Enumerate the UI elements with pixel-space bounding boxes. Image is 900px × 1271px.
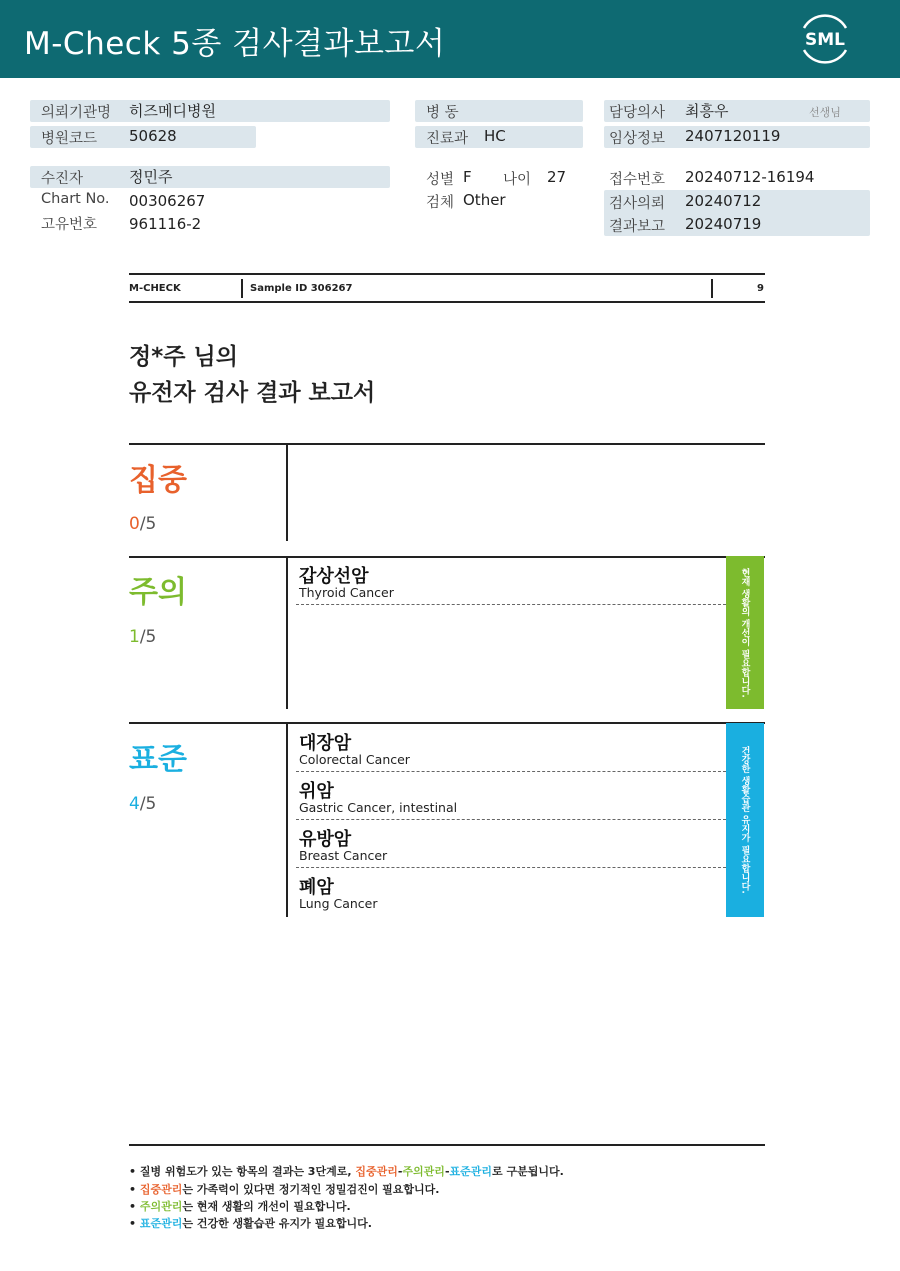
- specimen-label: 검체: [426, 195, 455, 211]
- institution-value: 히즈메디병원: [129, 102, 216, 120]
- doctor-label: 담당의사: [609, 105, 666, 121]
- doctor-suffix: 선생님: [809, 106, 841, 119]
- section-rule: [129, 722, 765, 724]
- request-label: 검사의뢰: [609, 196, 666, 212]
- footer-rule: [129, 1144, 765, 1146]
- note-1-dash2: -: [444, 1165, 450, 1178]
- item-ko: 갑상선암: [299, 566, 369, 587]
- item-en: Thyroid Cancer: [299, 585, 394, 600]
- note-1-focus: 집중관리: [355, 1165, 398, 1178]
- unique-label: 고유번호: [41, 217, 98, 233]
- note-1-caution: 주의관리: [402, 1165, 445, 1178]
- institution-label: 의뢰기관명: [41, 105, 112, 121]
- doctor-value: 최흥우: [685, 102, 729, 120]
- standard-count-num: 4: [129, 794, 140, 814]
- note-4-hl: 표준관리: [139, 1217, 183, 1230]
- bullet: •: [129, 1200, 137, 1213]
- top-rule: [129, 273, 765, 275]
- ward-label: 병 동: [426, 105, 459, 121]
- note-1-b: 로 구분됩니다.: [492, 1165, 564, 1178]
- note-3-hl: 주의관리: [139, 1200, 183, 1213]
- caution-side-band: [726, 556, 764, 709]
- chart-value: 00306267: [129, 192, 206, 210]
- focus-title: 집중: [129, 463, 187, 498]
- header-bottom-rule: [129, 301, 765, 303]
- item-en: Colorectal Cancer: [299, 752, 410, 767]
- item-en: Lung Cancer: [299, 896, 378, 911]
- report-header-bar: [0, 0, 900, 78]
- item-divider: [296, 604, 726, 605]
- greeting-line1: 정*주 님의: [129, 344, 238, 370]
- standard-count: [129, 794, 156, 814]
- caution-side-text: 현재 생활의 개선이 필요합니다.: [739, 567, 750, 698]
- sample-id: Sample ID 306267: [250, 283, 353, 294]
- age-label: 나이: [503, 172, 532, 188]
- age-value: 27: [547, 168, 567, 186]
- item-en: Gastric Cancer, intestinal: [299, 800, 458, 815]
- note-1-a: 질병 위험도가 있는 항목의 결과는 3단계로,: [139, 1165, 356, 1178]
- request-value: 20240712: [685, 192, 762, 210]
- standard-count-den: /5: [139, 794, 157, 814]
- report-label: 결과보고: [609, 219, 666, 235]
- bullet: •: [129, 1165, 137, 1178]
- caution-count-num: 1: [129, 627, 140, 647]
- specimen-value: Other: [463, 191, 506, 209]
- sex-value: F: [463, 168, 472, 186]
- section-rule: [129, 556, 765, 558]
- item-divider: [296, 771, 726, 772]
- receipt-value: 20240712-16194: [685, 168, 815, 186]
- section-divider: [286, 445, 288, 541]
- sex-label: 성별: [426, 172, 455, 188]
- header-separator: [711, 279, 713, 298]
- section-rule: [129, 443, 765, 445]
- note-4-rest: 는 건강한 생활습관 유지가 필요합니다.: [182, 1217, 372, 1230]
- greeting-line2: 유전자 검사 결과 보고서: [129, 380, 376, 406]
- standard-side-text: 건강한 생활습관 유지가 필요합니다.: [739, 746, 750, 894]
- note-2-rest: 는 가족력이 있다면 정기적인 정밀검진이 필요합니다.: [182, 1183, 440, 1196]
- bullet: •: [129, 1217, 137, 1230]
- brand-label: M-CHECK: [129, 283, 181, 294]
- page-number: 9: [757, 283, 764, 294]
- caution-title: 주의: [129, 575, 187, 610]
- unique-value: 961116-2: [129, 215, 202, 233]
- caution-count-den: /5: [139, 627, 157, 647]
- item-divider: [296, 819, 726, 820]
- note-1-standard: 표준관리: [449, 1165, 493, 1178]
- focus-count: [129, 514, 156, 534]
- receipt-label: 접수번호: [609, 172, 666, 188]
- clinical-label: 임상정보: [609, 131, 666, 147]
- svg-text:SML: SML: [805, 30, 845, 50]
- item-ko: 유방암: [299, 829, 352, 850]
- section-divider: [286, 557, 288, 709]
- chart-label: Chart No.: [41, 191, 110, 207]
- item-divider: [296, 867, 726, 868]
- focus-count-den: /5: [139, 514, 157, 534]
- item-ko: 폐암: [299, 877, 334, 898]
- report-value: 20240719: [685, 215, 762, 233]
- bullet: •: [129, 1183, 137, 1196]
- item-ko: 위암: [299, 781, 334, 802]
- item-en: Breast Cancer: [299, 848, 388, 863]
- note-4: [129, 1215, 372, 1231]
- report-title: M-Check 5종 검사결과보고서: [24, 26, 446, 62]
- note-3-rest: 는 현재 생활의 개선이 필요합니다.: [182, 1200, 351, 1213]
- standard-side-band: [726, 723, 764, 917]
- section-divider: [286, 723, 288, 917]
- item-ko: 대장암: [299, 733, 352, 754]
- patient-bar: [30, 166, 390, 188]
- focus-count-num: 0: [129, 514, 140, 534]
- note-2-hl: 집중관리: [139, 1183, 183, 1196]
- standard-title: 표준: [129, 742, 187, 777]
- note-1-dash1: -: [397, 1165, 403, 1178]
- header-separator: [241, 279, 243, 298]
- note-2: [129, 1181, 440, 1197]
- note-3: [129, 1198, 351, 1214]
- caution-count: [129, 627, 156, 647]
- note-1: [129, 1163, 564, 1179]
- dept-value: HC: [484, 127, 506, 145]
- clinical-value: 2407120119: [685, 127, 781, 145]
- patient-label: 수진자: [41, 171, 84, 187]
- dept-label: 진료과: [426, 131, 469, 147]
- hospital-code-value: 50628: [129, 127, 177, 145]
- sml-logo: [796, 12, 854, 66]
- patient-value: 정민주: [129, 168, 173, 186]
- hospital-code-label: 병원코드: [41, 131, 98, 147]
